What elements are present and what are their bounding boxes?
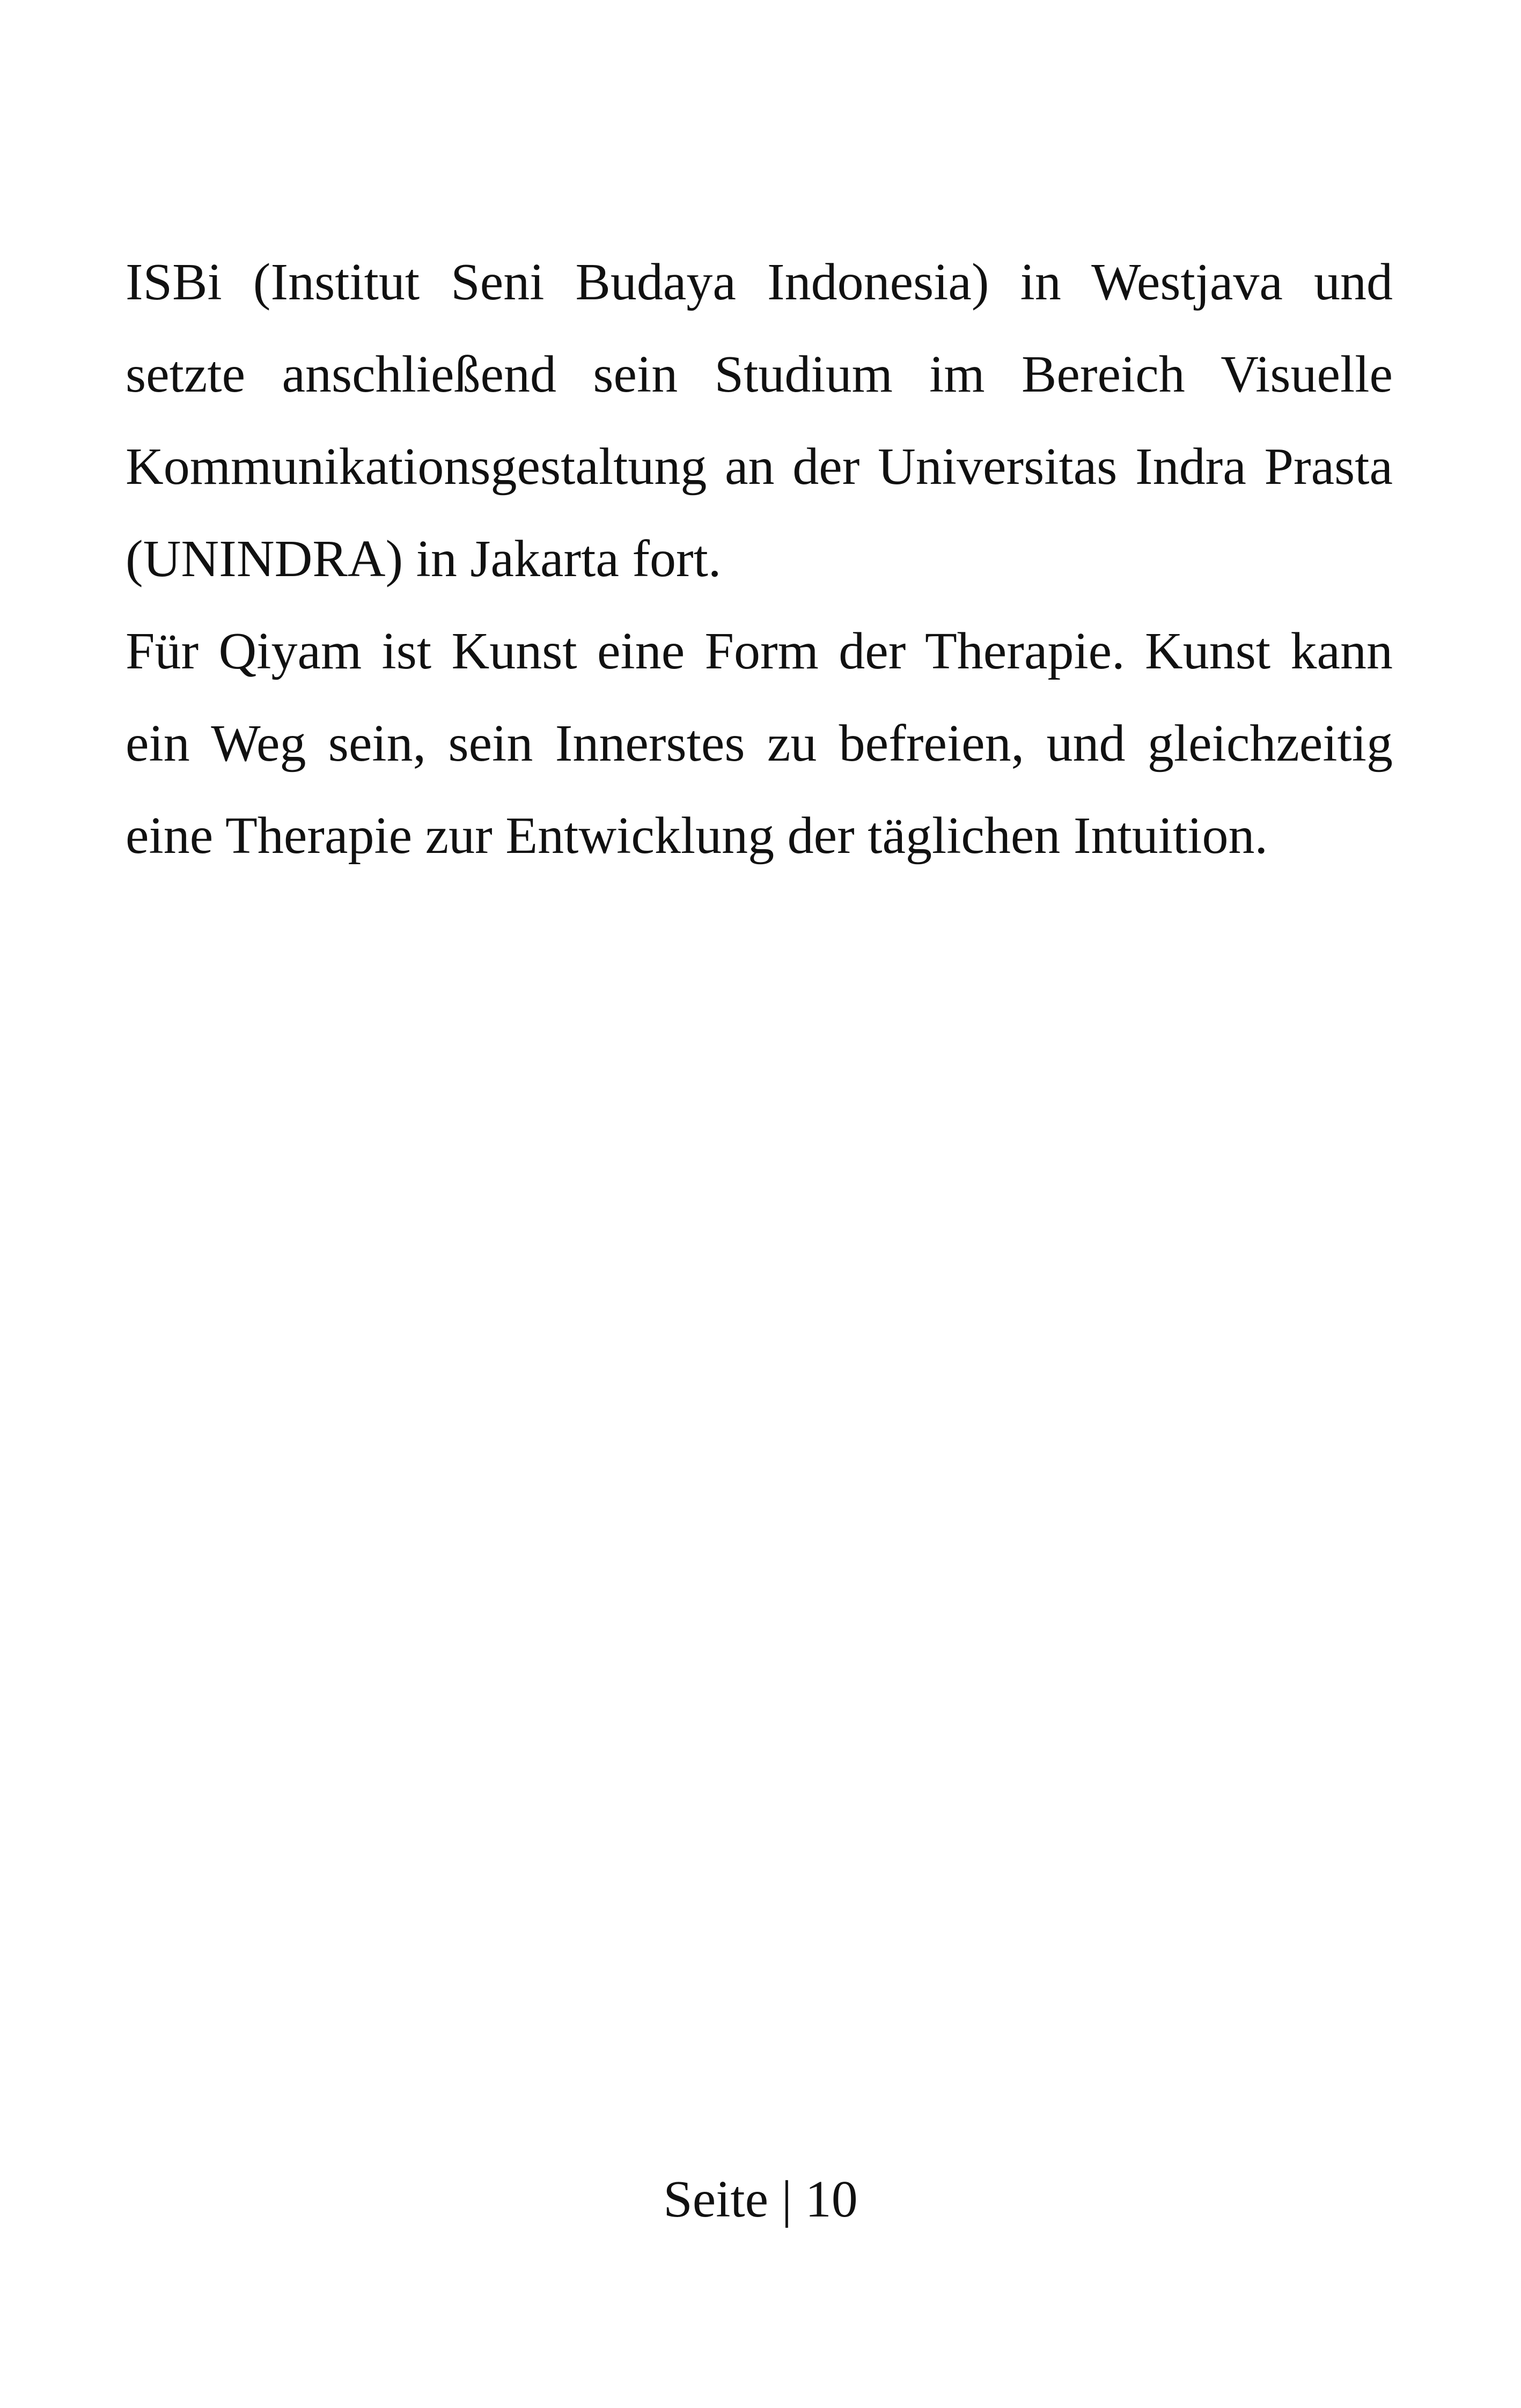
paragraph — [126, 236, 1393, 605]
paragraph — [126, 605, 1393, 882]
page-number: Seite | 10 — [663, 2170, 858, 2228]
text-line: Kommunikationsgestaltung an der Universitas Indra Prasta — [126, 438, 1393, 496]
body-text — [126, 236, 1393, 882]
text-line: setzte anschließend sein Studium im Bereich Visuelle — [126, 345, 1393, 403]
text-line: eine Therapie zur Entwicklung der täglichen Intuition. — [126, 807, 1268, 865]
text-line: (UNINDRA) in Jakarta fort. — [126, 530, 722, 588]
text-line: Für Qiyam ist Kunst eine Form der Therapie. Kunst kann — [126, 622, 1393, 680]
text-line: ein Weg sein, sein Innerstes zu befreien, und gleichzeitig — [126, 715, 1393, 772]
text-line: ISBi (Institut Seni Budaya Indonesia) in Westjava und — [126, 253, 1393, 311]
